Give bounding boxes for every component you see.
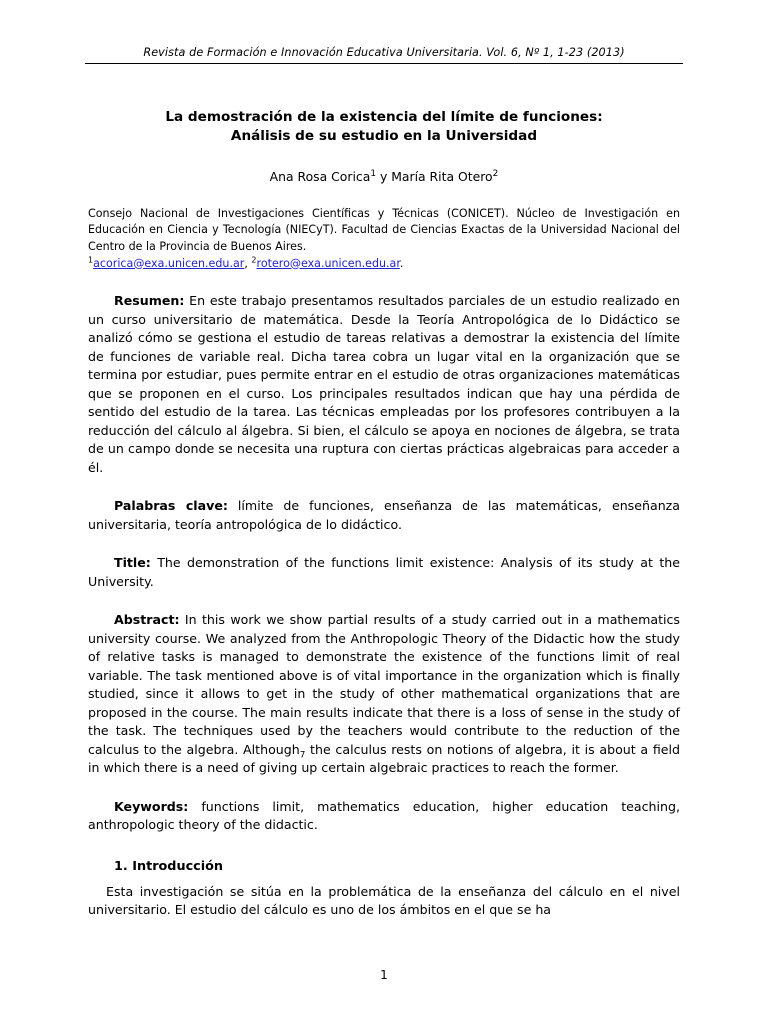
palabras-clave-paragraph xyxy=(88,497,680,534)
title-line-2: Análisis de su estudio en la Universidad xyxy=(230,128,538,145)
resumen-label: Resumen: xyxy=(114,293,185,309)
author-1-affiliation-marker: 1 xyxy=(370,168,376,179)
running-head-title: Revista de Formación e Innovación Educativa Universitaria. Vol. 6, xyxy=(143,46,526,59)
english-title-paragraph xyxy=(88,554,680,591)
page-title xyxy=(88,108,680,147)
email-trailing-period: . xyxy=(399,256,404,270)
email-link-2[interactable]: rotero@exa.unicen.edu.ar xyxy=(256,256,400,270)
affiliation-text: Consejo Nacional de Investigaciones Científicas y Técnicas (CONICET). Núcleo de Investigación en Educación en Ciencia y Tecnología (NIECyT). Facultad de Ciencias Exactas de la Universidad Nacional del Centro de la Provincia de Buenos Aires. xyxy=(88,206,680,253)
english-title-label: Title: xyxy=(114,555,151,571)
email-link-1[interactable]: acorica@exa.unicen.edu.ar xyxy=(93,256,245,270)
affiliation-block xyxy=(88,206,680,273)
author-2-affiliation-marker: 2 xyxy=(492,168,499,179)
english-title-text: The demonstration of the functions limit existence: Analysis of its study at the University. xyxy=(88,555,680,589)
authors xyxy=(88,169,680,184)
email-1-marker: 1 xyxy=(88,254,94,264)
abstract-text-part-2: the calculus rests on notions of algebra, it is about a field in which there is a need of giving up certain algebraic practices to reach the former. xyxy=(88,741,680,776)
author-1: Ana Rosa Corica xyxy=(269,168,371,184)
section-heading-introduccion: 1. Introducción xyxy=(114,858,224,874)
email-2-marker: 2 xyxy=(251,254,257,264)
title-line-1: La demostración de la existencia del límite de funciones: xyxy=(165,109,603,125)
abstract-label: Abstract: xyxy=(114,612,180,628)
page-number: 1 xyxy=(380,968,388,982)
abstract-text-part-1: In this work we show partial results of a study carried out in a mathematics university course. We analyzed from the Anthropologic Theory of the Didactic how the study of relative tasks is managed to demonstrate the existence of the functions limit of real variable. The task mentioned above is of vital importance in the organization which is finally studied, since it allows to get in the study of other mathematical organizations that are proposed in the course. The main results indicate that there is a loss of sense in the study of the task. The techniques used by the teachers would contribute to the reduction of the calculus to the algebra. Although xyxy=(88,612,680,757)
section-1-paragraph: Esta investigación se sitúa en la problemática de la enseñanza del cálculo en el nivel universitario. El estudio del cálculo es uno de los ámbitos en el que se ha xyxy=(88,883,680,918)
abstract-paragraph xyxy=(88,611,680,778)
palabras-clave-label: Palabras clave: xyxy=(114,498,228,514)
resumen-text: En este trabajo presentamos resultados parciales de un estudio realizado en un curso universitario de matemática. Desde la Teoría Antropológica de lo Didáctico se analizó cómo se gestiona el estudio de tareas relativas a demostrar la existencia del límite de funciones de variable real. Dicha tarea cobra un lugar vital en la organización que se termina por estudiar, pues permite entrar en el estudio de otras organizaciones matemáticas que se proponen en el curso. Los principales resultados indican que hay una pérdida de sentido del estudio de la tarea. Las técnicas empleadas por los profesores contribuyen a la reducción del cálculo al álgebra. Si bien, el cálculo se apoya en nociones de álgebra, se trata de un campo donde se necesita una ruptura con ciertas prácticas algebraicas para acceder a él. xyxy=(88,293,680,475)
keywords-label: Keywords: xyxy=(114,798,189,814)
palabras-clave-text: límite de funciones, enseñanza de las matemáticas, enseñanza universitaria, teoría antropológica de lo didáctico. xyxy=(88,498,680,532)
abstract-stray-mark: 7 xyxy=(299,750,306,761)
resumen-paragraph xyxy=(88,292,680,477)
running-head-tail: 1, 1-23 (2013) xyxy=(539,46,625,59)
keywords-text: functions limit, mathematics education, higher education teaching, anthropologic theory of the didactic. xyxy=(88,798,680,833)
author-2: y María Rita Otero xyxy=(376,168,493,184)
running-head xyxy=(85,46,683,64)
running-head-number-label: Nº xyxy=(525,46,540,59)
email-separator: , xyxy=(244,256,252,270)
keywords-paragraph xyxy=(88,798,680,835)
